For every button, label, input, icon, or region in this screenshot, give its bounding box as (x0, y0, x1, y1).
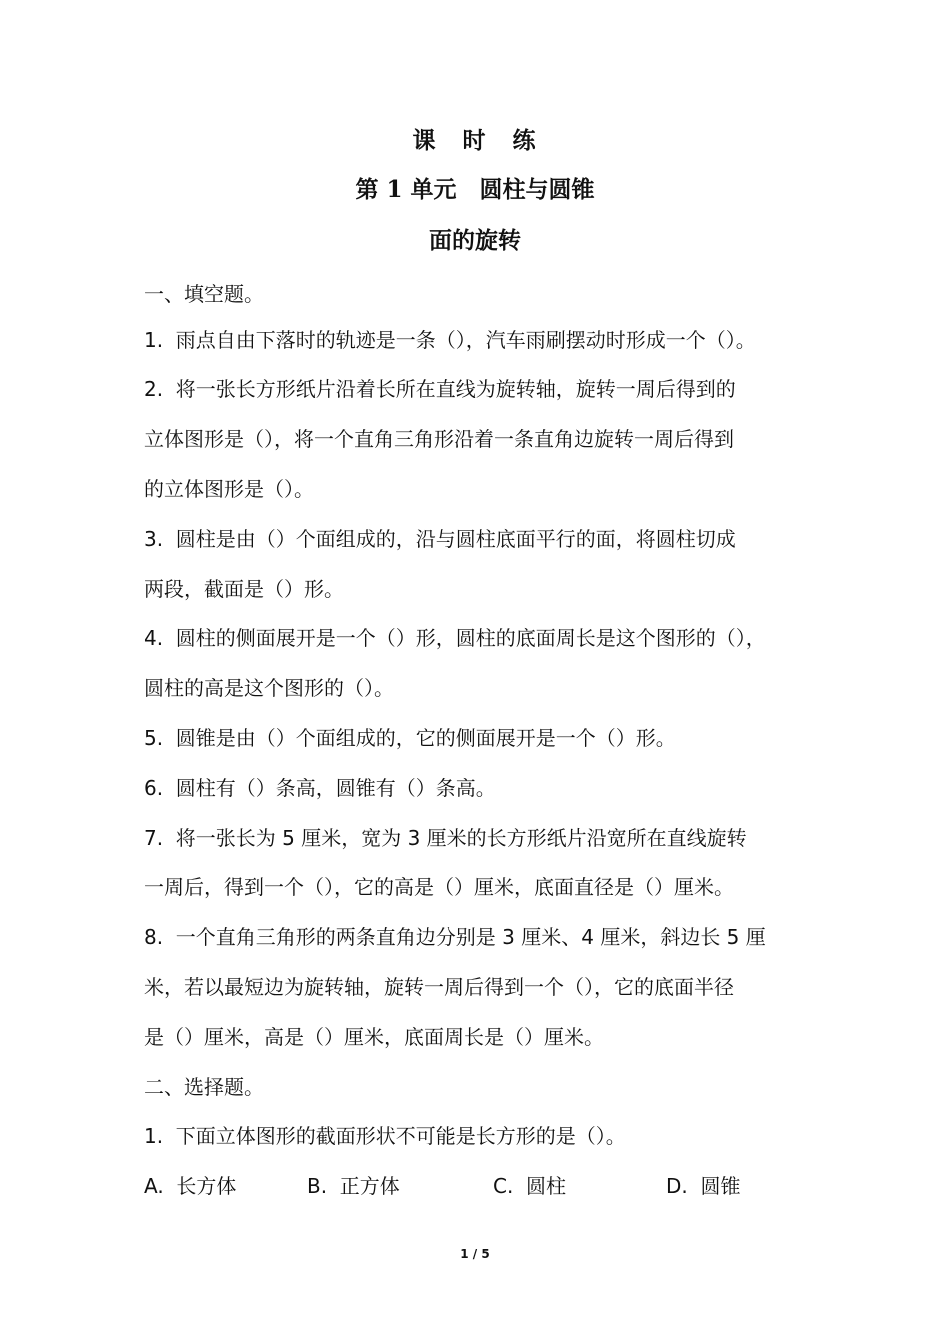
question-line: 的立体图形是（）。 (144, 477, 314, 501)
option-d: D. 圆锥 (666, 1174, 741, 1198)
question-line: 是（）厘米，高是（）厘米，底面周长是（）厘米。 (144, 1025, 604, 1049)
question-line: 7. 将一张长为 5 厘米，宽为 3 厘米的长方形纸片沿宽所在直线旋转 (144, 826, 747, 850)
question-line: 6. 圆柱有（）条高，圆锥有（）条高。 (144, 776, 496, 800)
question-line: 立体图形是（），将一个直角三角形沿着一条直角边旋转一周后得到 (144, 427, 734, 451)
question-line: 5. 圆锥是由（）个面组成的，它的侧面展开是一个（）形。 (144, 726, 676, 750)
unit-title: 第 1 单元 圆柱与圆锥 (355, 176, 595, 203)
question-line: 1. 雨点自由下落时的轨迹是一条（），汽车雨刷摆动时形成一个（）。 (144, 328, 756, 352)
question-line: 2. 将一张长方形纸片沿着长所在直线为旋转轴，旋转一周后得到的 (144, 377, 736, 401)
section-heading-multiple-choice: 二、选择题。 (144, 1075, 264, 1099)
option-a: A. 长方体 (144, 1174, 237, 1198)
option-b: B. 正方体 (307, 1174, 400, 1198)
question-line: 1. 下面立体图形的截面形状不可能是长方形的是（）。 (144, 1124, 626, 1148)
lesson-title: 面的旋转 (429, 227, 521, 254)
choice-options (0, 1171, 950, 1201)
question-line: 圆柱的高是这个图形的（）。 (144, 676, 394, 700)
question-line: 4. 圆柱的侧面展开是一个（）形，圆柱的底面周长是这个图形的（）， (144, 626, 766, 650)
question-line: 米，若以最短边为旋转轴，旋转一周后得到一个（），它的底面半径 (144, 975, 734, 999)
section-heading-fill-blank: 一、填空题。 (144, 282, 264, 306)
page-title: 课 时 练 (412, 127, 538, 154)
page-number: 1 / 5 (460, 1247, 490, 1261)
option-c: C. 圆柱 (493, 1174, 567, 1198)
question-line: 8. 一个直角三角形的两条直角边分别是 3 厘米、4 厘米，斜边长 5 厘 (144, 925, 766, 949)
question-line: 一周后，得到一个（），它的高是（）厘米，底面直径是（）厘米。 (144, 875, 734, 899)
question-line: 两段，截面是（）形。 (144, 577, 344, 601)
question-line: 3. 圆柱是由（）个面组成的，沿与圆柱底面平行的面，将圆柱切成 (144, 527, 736, 551)
